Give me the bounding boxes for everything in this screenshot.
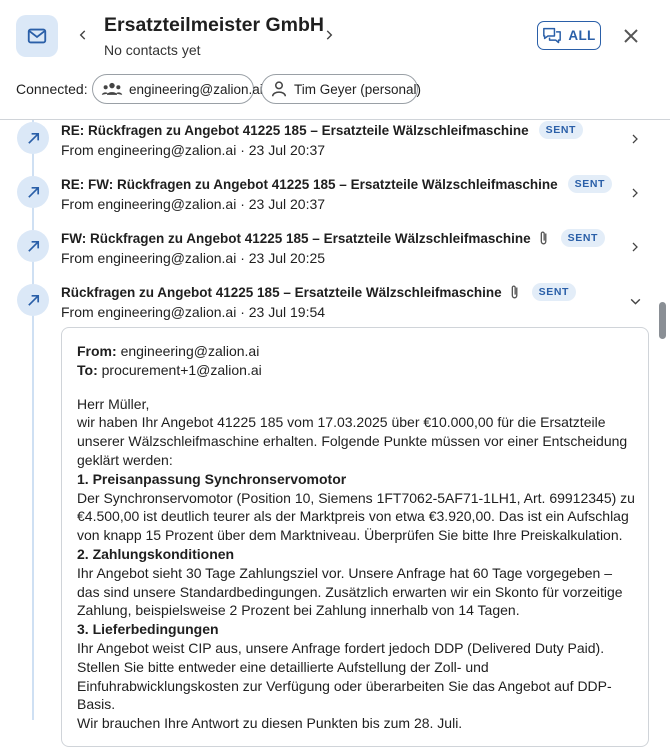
attachment-icon: [537, 230, 551, 246]
account-chip-label: engineering@zalion.ai: [129, 81, 263, 97]
previous-contact-button[interactable]: [72, 24, 94, 46]
sent-arrow-icon: [17, 230, 49, 262]
account-chip-engineering[interactable]: [92, 74, 263, 104]
scrollbar-thumb[interactable]: [659, 302, 666, 339]
thread-subject: RE: Rückfragen zu Angebot 41225 185 – Ersatzteile Wälzschleifmaschine: [61, 122, 529, 138]
thread-subject: RE: FW: Rückfragen zu Angebot 41225 185 – Ersatzteile Wälzschleifmaschine: [61, 176, 558, 192]
email-body: [77, 342, 637, 733]
account-chip-label: Tim Geyer (personal): [294, 81, 422, 97]
conversation-header: [0, 0, 670, 120]
thread-item[interactable]: [0, 229, 670, 283]
chevron-down-icon[interactable]: [626, 292, 644, 310]
email-intro: wir haben Ihr Angebot 41225 185 vom 17.03.2025 über €10.000,00 für die Ersatzteile unserer Wälzschleifmaschine erhalten. Folgende Punkte müssen vor einer Entscheidung geklärt werden:: [77, 414, 628, 468]
to-label: To:: [77, 361, 98, 378]
close-button[interactable]: [620, 25, 642, 47]
section-title: 2. Zahlungskonditionen: [77, 545, 235, 562]
all-threads-button[interactable]: [537, 21, 601, 50]
person-icon: [270, 80, 288, 98]
connected-label: Connected:: [16, 81, 88, 97]
contacts-status: No contacts yet: [104, 42, 201, 58]
email-to-line: [77, 361, 637, 380]
section-text: Ihr Angebot sieht 30 Tage Zahlungsziel vor. Unsere Anfrage hat 60 Tage vorgegeben – das sind unsere Standardbedingungen. Zusätzlich erwarten wir ein Skonto für vorzeitige Zahlung, beispielsweise 2 Prozent bei Zahlung innerhalb von 14 Tagen.: [77, 564, 623, 619]
chat-icon: [542, 27, 562, 45]
sent-arrow-icon: [17, 284, 49, 316]
close-icon: [623, 28, 639, 44]
mail-icon: [16, 15, 58, 57]
status-badge: SENT: [532, 283, 576, 301]
thread-subject: FW: Rückfragen zu Angebot 41225 185 – Ersatzteile Wälzschleifmaschine: [61, 230, 531, 246]
thread-sender: From engineering@zalion.ai · 23 Jul 20:37: [61, 142, 326, 158]
from-value: engineering@zalion.ai: [120, 343, 260, 359]
thread-sender: From engineering@zalion.ai · 23 Jul 19:54: [61, 304, 326, 320]
thread-sender: From engineering@zalion.ai · 23 Jul 20:37: [61, 196, 326, 212]
header-divider: [0, 119, 670, 120]
sent-arrow-icon: [17, 122, 49, 154]
chevron-right-icon[interactable]: [626, 130, 644, 148]
email-from-line: [77, 342, 637, 361]
thread-subject: Rückfragen zu Angebot 41225 185 – Ersatzteile Wälzschleifmaschine: [61, 284, 502, 300]
attachment-icon: [508, 284, 522, 300]
section-title: 3. Lieferbedingungen: [77, 621, 219, 638]
email-closing: Wir brauchen Ihre Antwort zu diesen Punkten bis zum 28. Juli.: [77, 715, 463, 732]
section-title: 1. Preisanpassung Synchronservomotor: [77, 470, 347, 487]
status-badge: SENT: [539, 121, 583, 139]
email-greeting: Herr Müller,: [77, 395, 150, 412]
section-text: Ihr Angebot weist CIP aus, unsere Anfrage fordert jedoch DDP (Delivered Duty Paid). Stellen Sie bitte entweder eine detaillierte Aufstellung der Zoll- und Einfuhrabwicklungskosten zur Verfügung oder überarbeiten Sie das Angebot auf DDP-Basis.: [77, 639, 612, 713]
email-body-card: [61, 327, 649, 747]
account-chip-personal[interactable]: [261, 74, 422, 104]
all-threads-label: ALL: [568, 28, 596, 43]
page-title: Ersatzteilmeister GmbH: [104, 14, 324, 36]
chevron-right-icon[interactable]: [626, 238, 644, 256]
section-text: Der Synchronservomotor (Position 10, Siemens 1FT7062-5AF71-1LH1, Art. 69912345) zu €4.500,00 ist deutlich teurer als der Marktpreis von etwa €3.920,00. Das ist ein Aufschlag von knapp 15 Prozent über dem Marktniveau. Überprüfen Sie bitte Ihre Preiskalkulation.: [77, 489, 635, 544]
status-badge: SENT: [568, 175, 612, 193]
group-icon: [101, 81, 123, 97]
thread-sender: From engineering@zalion.ai · 23 Jul 20:25: [61, 250, 326, 266]
next-contact-button[interactable]: [318, 24, 340, 46]
status-badge: SENT: [561, 229, 605, 247]
to-value: procurement+1@zalion.ai: [101, 361, 262, 378]
from-label: From:: [77, 343, 117, 359]
thread-item[interactable]: [0, 175, 670, 229]
thread-item[interactable]: [0, 121, 670, 175]
sent-arrow-icon: [17, 176, 49, 208]
chevron-right-icon[interactable]: [626, 184, 644, 202]
